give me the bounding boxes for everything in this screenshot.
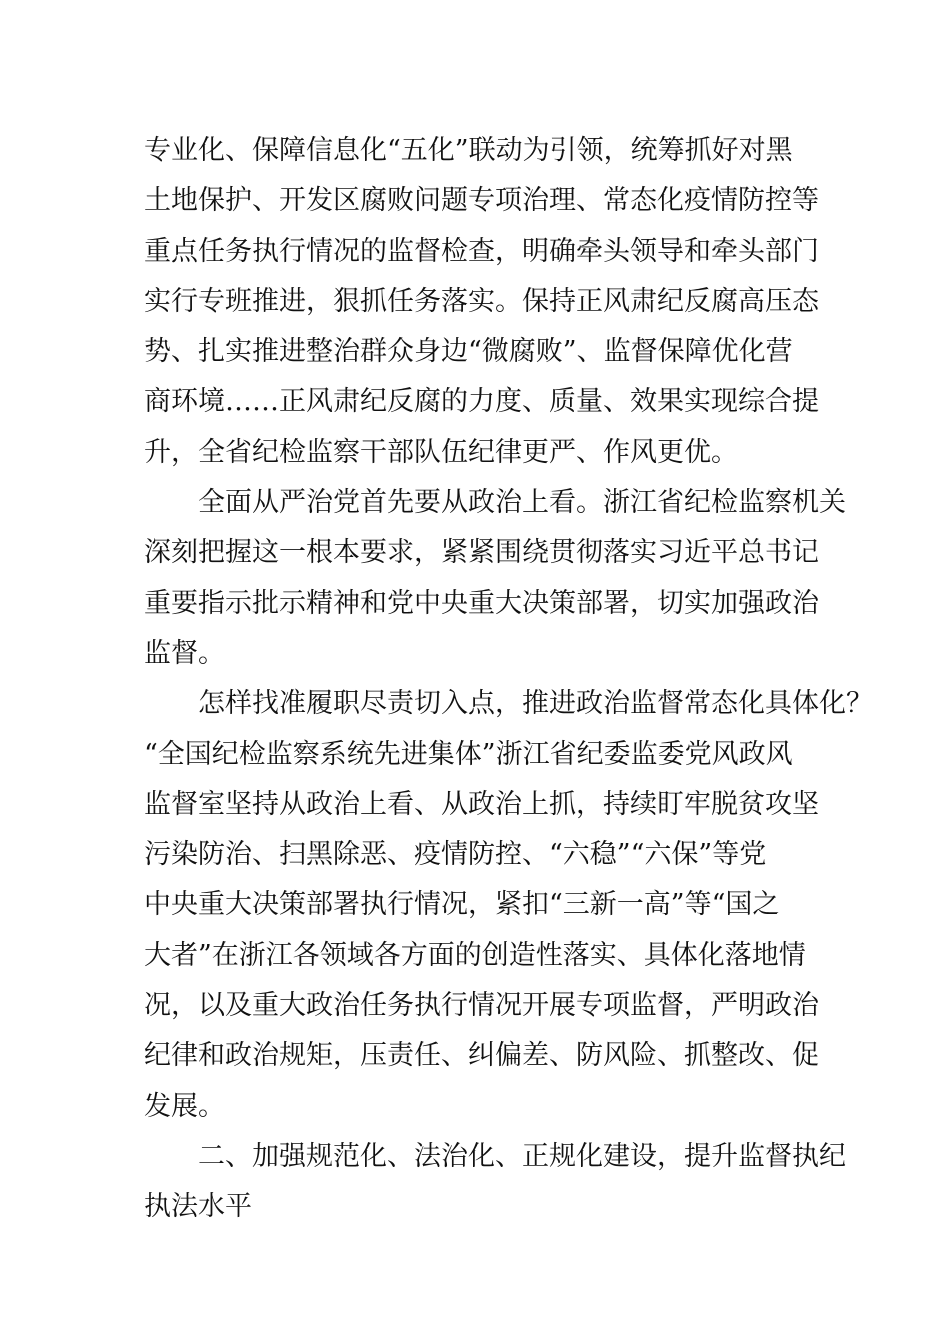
text-line: 二、加强规范化、法治化、正规化建设，提升监督执纪 <box>198 1140 846 1172</box>
text-line: 土地保护、开发区腐败问题专项治理、常态化疫情防控等 <box>144 185 819 217</box>
text-line: 专业化、保障信息化“五化”联动为引领，统筹抓好对黑 <box>144 135 793 166</box>
text-line: 重要指示批示精神和党中央重大决策部署，切实加强政治 <box>144 587 819 619</box>
paragraph-continuation <box>144 126 824 478</box>
text-line: 怎样找准履职尽责切入点，推进政治监督常态化具体化？ <box>198 688 873 720</box>
text-line: 全面从严治党首先要从政治上看。浙江省纪检监察机关 <box>198 487 846 519</box>
text-line: 监督室坚持从政治上看、从政治上抓，持续盯牢脱贫攻坚 <box>144 788 819 820</box>
text-line: “全国纪检监察系统先进集体”浙江省纪委监委党风政风 <box>144 738 793 770</box>
section-heading-two <box>144 1132 846 1233</box>
text-line: 执法水平 <box>144 1191 252 1223</box>
document-body <box>144 126 873 1233</box>
text-line: 深刻把握这一根本要求，紧紧围绕贯彻落实习近平总书记 <box>144 537 819 569</box>
text-line: 况，以及重大政治任务执行情况开展专项监督，严明政治 <box>144 990 819 1022</box>
paragraph-political-supervision <box>144 679 873 1132</box>
text-line: 中央重大决策部署执行情况，紧扣“三新一高”等“国之 <box>144 889 780 921</box>
text-line: 升，全省纪检监察干部队伍纪律更严、作风更优。 <box>144 436 738 468</box>
text-line: 商环境……正风肃纪反腐的力度、质量、效果实现综合提 <box>144 386 819 418</box>
text-line: 污染防治、扫黑除恶、疫情防控、“六稳”“六保”等党 <box>144 839 767 871</box>
text-line: 重点任务执行情况的监督检查，明确牵头领导和牵头部门 <box>144 235 819 267</box>
text-line: 大者”在浙江各领域各方面的创造性落实、具体化落地情 <box>144 939 806 971</box>
text-line: 发展。 <box>144 1090 225 1122</box>
text-line: 实行专班推进，狠抓任务落实。保持正风肃纪反腐高压态 <box>144 285 819 317</box>
paragraph-political-perspective <box>144 478 846 679</box>
text-line: 纪律和政治规矩，压责任、纠偏差、防风险、抓整改、促 <box>144 1040 819 1072</box>
text-line: 势、扎实推进整治群众身边“微腐败”、监督保障优化营 <box>144 336 793 368</box>
text-line: 监督。 <box>144 637 225 669</box>
